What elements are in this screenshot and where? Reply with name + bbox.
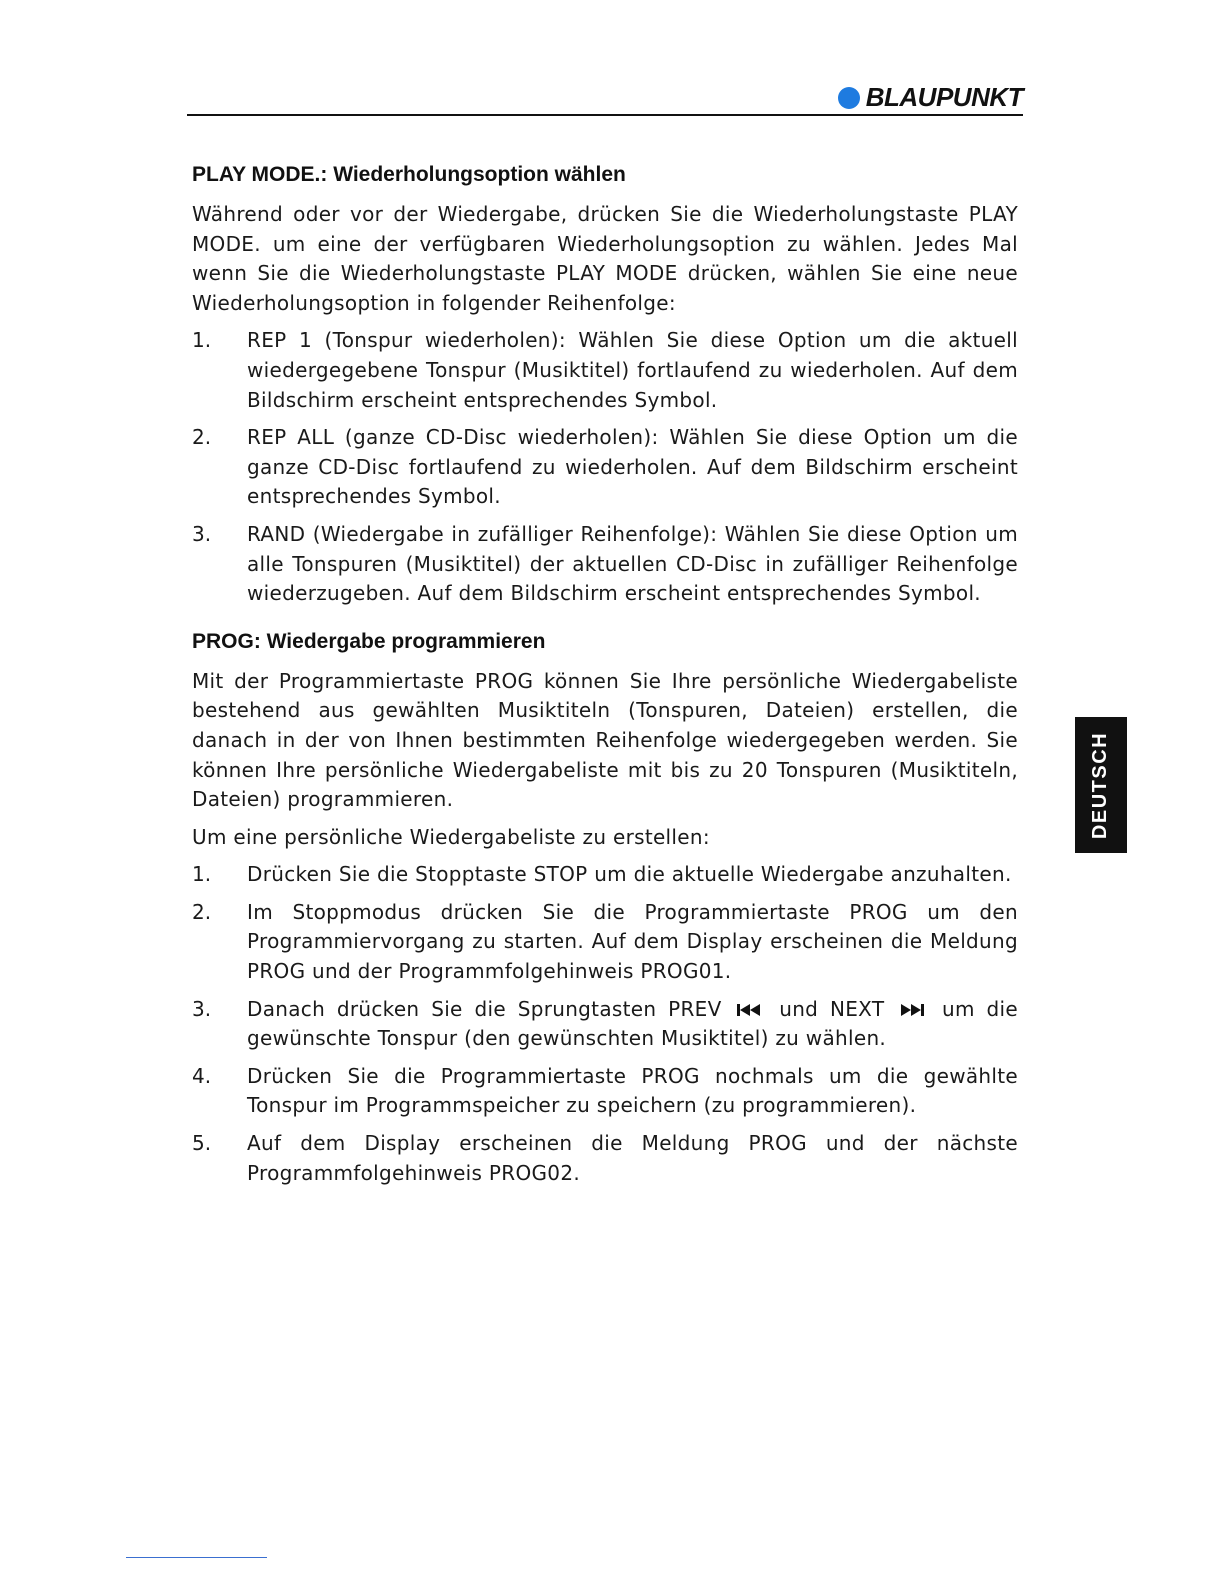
list-number: 2. <box>192 899 212 924</box>
list-number: 4. <box>192 1063 212 1088</box>
prev-track-icon <box>737 1003 763 1017</box>
list-text-part: Danach drücken Sie die Sprungtasten PREV <box>247 996 722 1021</box>
prog-steps-list <box>192 860 1018 1188</box>
header-divider <box>187 114 1023 116</box>
page-content <box>192 160 1018 1196</box>
list-text: Im Stoppmodus drücken Sie die Programmiertaste PROG um den Programmiervorgang zu starten. Auf dem Display erscheinen die Meldung PROG und der Programmfolgehinweis PROG01. <box>247 899 1018 984</box>
section-play-mode <box>192 160 1018 609</box>
list-number: 1. <box>192 862 212 887</box>
list-item <box>192 326 1018 415</box>
brand-logo <box>838 82 1023 113</box>
list-text-part: um die gewünschte Tonspur (den gewünschten Musiktitel) zu wählen. <box>247 996 1019 1051</box>
list-item <box>192 995 1018 1054</box>
section-lead: Um eine persönliche Wiedergabeliste zu erstellen: <box>192 824 710 849</box>
list-text: RAND (Wiedergabe in zufälliger Reihenfolge): Wählen Sie diese Option um alle Tonspuren (Musiktitel) der aktuellen CD-Disc in zufälliger Reihenfolge wiederzugeben. Auf dem Bildschirm erscheint entsprechendes Symbol. <box>247 521 1018 606</box>
list-text <box>247 995 1018 1054</box>
repeat-options-list <box>192 326 1018 608</box>
list-text: Drücken Sie die Stopptaste STOP um die aktuelle Wiedergabe anzuhalten. <box>247 862 1012 887</box>
list-item <box>192 1129 1018 1188</box>
section-intro: Mit der Programmiertaste PROG können Sie Ihre persönliche Wiedergabeliste bestehend aus gewählten Musiktiteln (Tonspuren, Dateien) erstellen, die danach in der von Ihnen bestimmten Reihenfolge wiedergegeben werden. Sie können Ihre persönliche Wiedergabeliste mit bis zu 20 Tonspuren (Musiktiteln, Dateien) programmieren. <box>192 668 1018 812</box>
section-prog <box>192 627 1018 1189</box>
list-item <box>192 898 1018 987</box>
footer-link-underline <box>126 1557 267 1558</box>
section-heading: PROG: Wiedergabe programmieren <box>192 629 546 653</box>
list-item <box>192 860 1018 890</box>
language-tab <box>1075 717 1127 853</box>
section-heading: PLAY MODE.: Wiederholungsoption wählen <box>192 163 626 186</box>
list-text-part: und NEXT <box>779 996 885 1021</box>
brand-name: BLAUPUNKT <box>865 82 1023 112</box>
list-text: REP ALL (ganze CD-Disc wiederholen): Wählen Sie diese Option um die ganze CD-Disc fortlaufend zu wiederholen. Auf dem Bildschirm erscheint entsprechendes Symbol. <box>247 425 1018 509</box>
list-text: REP 1 (Tonspur wiederholen): Wählen Sie diese Option um die aktuell wiedergegebene Tonspur (Musiktitel) fortlaufend zu wiederholen. Auf dem Bildschirm erscheint entsprechendes Symbol. <box>247 328 1018 412</box>
brand-dot-icon <box>838 87 860 109</box>
list-number: 3. <box>192 521 212 546</box>
list-text: Drücken Sie die Programmiertaste PROG nochmals um die gewählte Tonspur im Programmspeicher zu speichern (zu programmieren). <box>247 1063 1018 1118</box>
section-intro: Während oder vor der Wiedergabe, drücken Sie die Wiederholungstaste PLAY MODE. um eine der verfügbaren Wiederholungsoption zu wählen. Jedes Mal wenn Sie die Wiederholungstaste PLAY MODE drücken, wählen Sie eine neue Wiederholungsoption in folgender Reihenfolge: <box>192 202 1018 315</box>
list-number: 1. <box>192 328 212 353</box>
page-header <box>187 78 1023 116</box>
next-track-icon <box>900 1003 926 1017</box>
list-item <box>192 520 1018 609</box>
list-number: 5. <box>192 1131 212 1156</box>
list-number: 2. <box>192 425 212 450</box>
list-text: Auf dem Display erscheinen die Meldung PROG und der nächste Programmfolgehinweis PROG02. <box>247 1131 1018 1185</box>
language-label: DEUTSCH <box>1089 731 1112 839</box>
list-number: 3. <box>192 996 212 1021</box>
list-item <box>192 1062 1018 1121</box>
list-item <box>192 423 1018 512</box>
